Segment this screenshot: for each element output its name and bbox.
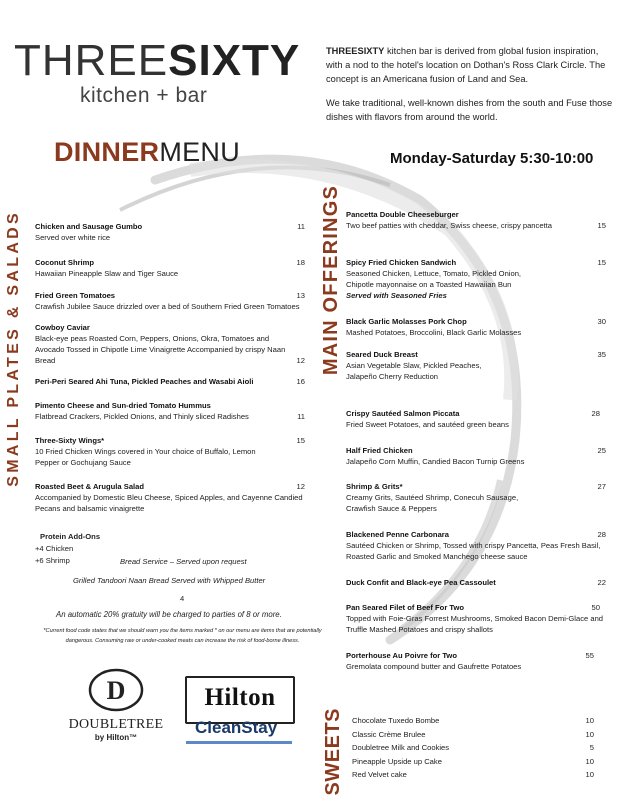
addons-header: Protein Add-Ons <box>40 532 101 541</box>
item-price: 16 <box>296 377 305 386</box>
intro-p1: kitchen bar is derived from global fusion inspiration, with a nod to the hotel's location on Dothan's Ross Clark Circle. The concept is an Americana fusion of Land and Sea. <box>326 46 606 85</box>
doubletree-mark-letter: D <box>106 676 126 705</box>
item-name: Porterhouse Au Poivre for Two <box>346 651 457 660</box>
section-main-offerings: MAIN OFFERINGS <box>320 185 342 376</box>
addon-shrimp: +6 Shrimp <box>35 556 70 565</box>
menu-item <box>346 529 608 562</box>
sweet-name: Pineapple Upside up Cake <box>352 756 442 766</box>
page-title <box>54 137 240 168</box>
menu-item <box>346 257 608 301</box>
menu-item <box>346 650 608 672</box>
item-desc: Accompanied by Domestic Bleu Cheese, Spiced Apples, and Cayenne Candied Pecans and balsamic vinaigrette <box>35 493 303 513</box>
doubletree-by: by Hilton™ <box>94 733 138 742</box>
doubletree-name: DOUBLETREE <box>68 717 164 732</box>
menu-item <box>346 445 608 467</box>
small-plates-list <box>35 221 311 514</box>
sweet-price: 10 <box>585 770 594 780</box>
item-price: 50 <box>591 603 600 612</box>
title-dinner: DINNER <box>54 137 160 167</box>
item-price: 28 <box>591 409 600 418</box>
item-extra: Served with Seasoned Fries <box>346 291 447 300</box>
sweet-price: 10 <box>585 729 594 739</box>
item-price: 55 <box>585 651 594 660</box>
sweet-item <box>352 741 596 755</box>
menu-item <box>346 481 608 514</box>
intro-lead: THREESIXTY <box>326 46 385 56</box>
sweet-name: Doubletree Milk and Cookies <box>352 743 450 753</box>
brand-wordmark <box>14 36 300 86</box>
menu-item <box>35 435 311 468</box>
cleanstay-logo: CleanStay <box>195 718 278 737</box>
hours: Monday-Saturday 5:30-10:00 <box>390 150 594 167</box>
item-desc: Two beef patties with cheddar, Swiss cheese, crispy pancetta <box>346 221 552 230</box>
item-desc: 10 Fried Chicken Wings covered in Your choice of Buffalo, Lemon Pepper or Gochujang Sauce <box>35 447 256 467</box>
item-price: 35 <box>597 350 606 359</box>
addon-chicken: +4 Chicken <box>35 544 74 553</box>
item-price: 18 <box>296 258 305 267</box>
sweet-price: 10 <box>585 756 594 766</box>
menu-item <box>35 481 311 514</box>
menu-item <box>346 577 608 588</box>
item-desc: Hawaiian Pineapple Slaw and Tiger Sauce <box>35 269 179 278</box>
sweet-item <box>352 755 596 769</box>
item-price: 28 <box>597 530 606 539</box>
item-name: Pimento Cheese and Sun-dried Tomato Hummus <box>35 401 211 410</box>
sweet-item <box>352 768 596 782</box>
item-name: Pan Seared Filet of Beef For Two <box>346 603 465 612</box>
item-name: Seared Duck Breast <box>346 350 418 359</box>
menu-item <box>35 400 311 422</box>
menu-item <box>346 349 608 382</box>
item-desc: Flatbread Crackers, Pickled Onions, and Thinly sliced Radishes <box>35 412 249 421</box>
title-menu: MENU <box>159 137 241 167</box>
item-name: Roasted Beet & Arugula Salad <box>35 482 145 491</box>
item-desc: Seasoned Chicken, Lettuce, Tomato, Pickled Onion, Chipotle mayonnaise on a Toasted Hawaiian Bun <box>346 269 522 289</box>
sweet-item <box>352 728 596 742</box>
item-name: Coconut Shrimp <box>35 258 95 267</box>
item-name: Crispy Sautéed Salmon Piccata <box>346 409 460 418</box>
item-name: Cowboy Caviar <box>35 323 90 332</box>
bread-service: Bread Service – Served upon request <box>120 557 247 566</box>
sweet-item <box>352 714 596 728</box>
item-name: Black Garlic Molasses Pork Chop <box>346 317 467 326</box>
naan-price: 4 <box>180 594 185 603</box>
item-price: 11 <box>297 412 305 421</box>
item-desc: Fried Sweet Potatoes, and sautéed green beans <box>346 420 509 429</box>
item-price: 30 <box>597 317 606 326</box>
item-price: 12 <box>296 482 305 491</box>
item-desc: Topped with Foie-Gras Forrest Mushrooms, Smoked Bacon Demi-Glace and Truffle Mashed Potatoes and crispy shallots <box>346 614 604 634</box>
item-desc: Creamy Grits, Sautéed Shrimp, Conecuh Sausage, Crawfish Sauce & Peppers <box>346 493 519 513</box>
menu-item <box>35 290 311 312</box>
item-desc: Sautéed Chicken or Shrimp, Tossed with crispy Pancetta, Peas Fresh Basil, Roasted Garlic and Smoked Manchego cheese sauce <box>346 541 601 561</box>
intro-p2: We take traditional, well-known dishes from the south and Fuse those dishes with flavors from around the world. <box>326 97 613 122</box>
brand-light: THREE <box>14 36 169 85</box>
section-small-plates: SMALL PLATES & SALADS <box>5 210 22 487</box>
item-name: Shrimp & Grits* <box>346 482 403 491</box>
item-price: 15 <box>296 436 305 445</box>
menu-item <box>35 322 311 366</box>
hilton-name: Hilton <box>204 684 276 711</box>
item-name: Chicken and Sausage Gumbo <box>35 222 143 231</box>
sweet-name: Classic Crème Brulee <box>352 729 426 739</box>
sweet-name: Chocolate Tuxedo Bombe <box>352 716 440 725</box>
sweets-list <box>352 714 596 782</box>
sweet-name: Red Velvet cake <box>352 770 407 780</box>
menu-item <box>346 209 608 231</box>
item-price: 15 <box>597 258 606 267</box>
item-name: Spicy Fried Chicken Sandwich <box>346 258 457 267</box>
item-desc: Asian Vegetable Slaw, Pickled Peaches, Jalapeño Cherry Reduction <box>346 361 482 381</box>
menu-item <box>346 316 608 338</box>
sweet-price: 10 <box>585 716 594 725</box>
cleanstay-underline <box>186 741 292 744</box>
sweet-price: 5 <box>589 743 594 753</box>
brand-bold: SIXTY <box>168 36 301 85</box>
gratuity-note: An automatic 20% gratuity will be charged to parties of 8 or more. <box>56 610 282 619</box>
item-price: 13 <box>296 291 305 300</box>
item-name: Blackened Penne Carbonara <box>346 530 449 539</box>
item-desc: Black-eye peas Roasted Corn, Peppers, Onions, Okra, Tomatoes and Avocado Tossed in Chipotle Lime Vinaigrette Accompanied by crispy Naan Bread <box>35 334 286 365</box>
item-price: 22 <box>597 578 606 587</box>
intro-text <box>326 44 616 133</box>
section-sweets: SWEETS <box>322 708 344 796</box>
menu-item <box>35 376 311 387</box>
doubletree-mark-icon <box>86 668 146 712</box>
item-desc: Served over white rice <box>35 233 111 242</box>
item-name: Half Fried Chicken <box>346 446 413 455</box>
doubletree-logo <box>62 668 170 742</box>
main-offerings-list <box>346 209 608 672</box>
menu-item <box>35 221 311 243</box>
hilton-logo <box>185 676 295 724</box>
protein-addons <box>35 531 100 567</box>
menu-item <box>346 408 608 430</box>
brand-subtitle: kitchen + bar <box>80 84 208 107</box>
item-name: Duck Confit and Black-eye Pea Cassoulet <box>346 578 496 587</box>
item-name: Fried Green Tomatoes <box>35 291 116 300</box>
menu-item <box>35 257 311 279</box>
item-desc: Gremolata compound butter and Gaufrette Potatoes <box>346 662 522 671</box>
item-price: 11 <box>297 222 305 231</box>
item-price: 12 <box>296 356 305 365</box>
food-code-warning: *Current food code states that we should warn you the items marked * on our menu are items that are potentially dangerous. Consuming raw or under-cooked meats can increase the risk of food-borne illness. <box>43 628 322 644</box>
item-name: Peri-Peri Seared Ahi Tuna, Pickled Peaches and Wasabi Aioli <box>35 377 254 386</box>
item-price: 25 <box>597 446 606 455</box>
grilled-naan: Grilled Tandoori Naan Bread Served with Whipped Butter <box>73 576 266 585</box>
item-price: 27 <box>597 482 606 491</box>
item-desc: Crawfish Jubilee Sauce drizzled over a bed of Southern Fried Green Tomatoes <box>35 302 300 311</box>
item-price: 15 <box>597 221 606 230</box>
item-name: Three-Sixty Wings* <box>35 436 105 445</box>
item-desc: Jalapeño Corn Muffin, Candied Bacon Turnip Greens <box>346 457 525 466</box>
item-desc: Mashed Potatoes, Broccolini, Black Garlic Molasses <box>346 328 522 337</box>
item-name: Pancetta Double Cheeseburger <box>346 210 459 219</box>
menu-item <box>346 602 608 635</box>
